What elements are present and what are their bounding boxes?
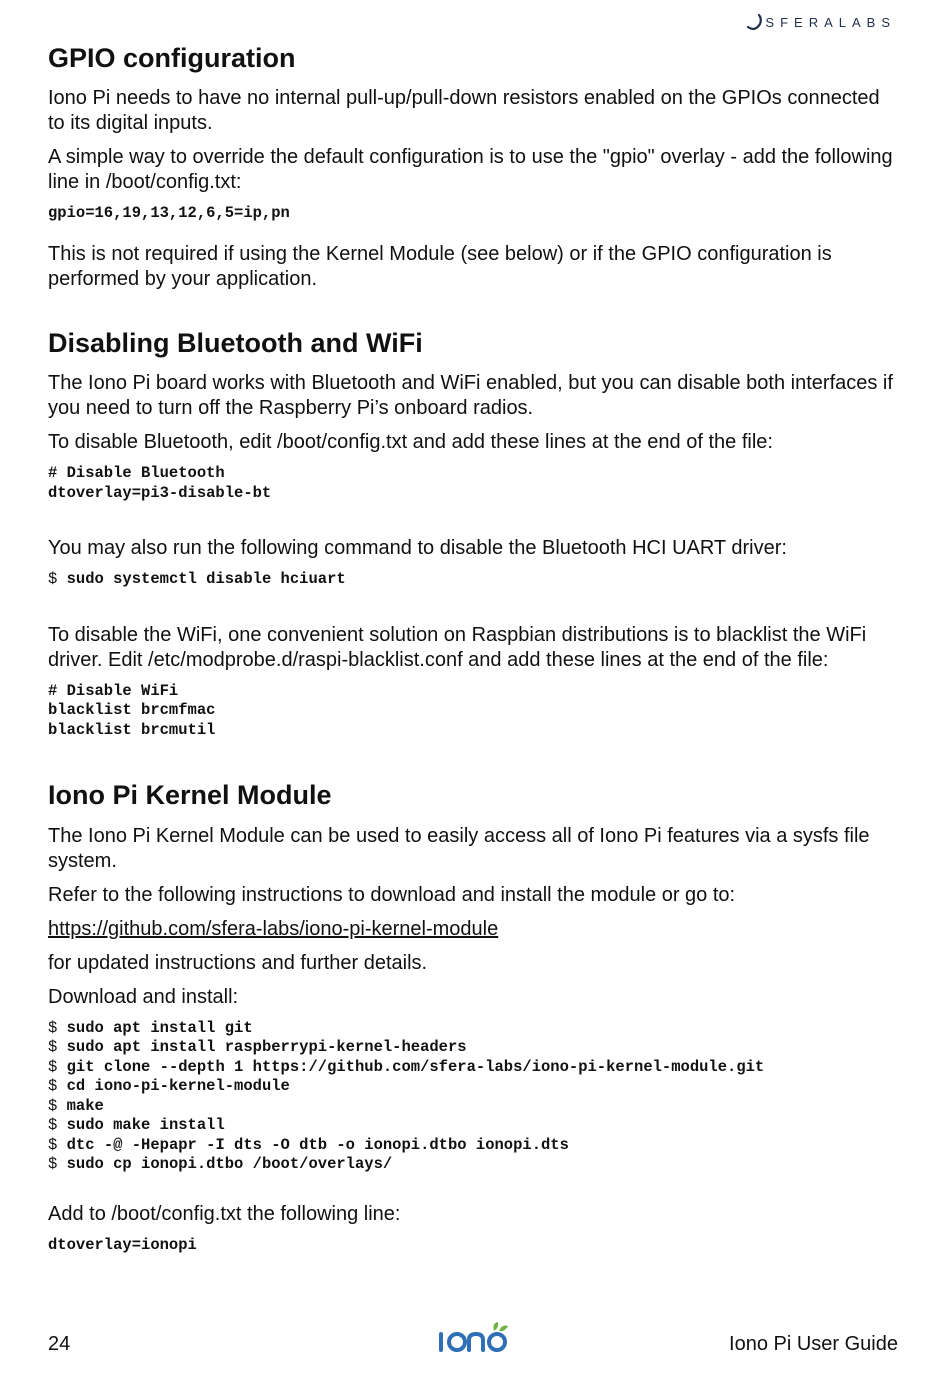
- gpio-paragraph-3: This is not required if using the Kernel Module (see below) or if the GPIO configuration is performed by your application.: [48, 242, 832, 290]
- iono-logo-icon: [436, 1320, 512, 1356]
- github-kernel-module-link[interactable]: https://github.com/sfera-labs/iono-pi-kernel-module: [48, 917, 499, 940]
- command-line: $ make: [48, 1096, 104, 1115]
- command-line: $ sudo make install: [48, 1116, 225, 1135]
- guide-title: Iono Pi User Guide: [729, 1333, 898, 1355]
- sferalabs-logo: [745, 12, 896, 32]
- bt-paragraph-2: To disable Bluetooth, edit /boot/config.txt and add these lines at the end of the file:: [48, 431, 773, 454]
- code-line: # Disable Bluetooth: [48, 464, 225, 483]
- sferalabs-swoosh-icon: [745, 12, 765, 32]
- kernel-paragraph-5: Add to /boot/config.txt the following line:: [48, 1202, 401, 1225]
- bt-paragraph-3: You may also run the following command to disable the Bluetooth HCI UART driver:: [48, 537, 787, 560]
- wifi-blacklist-code: [48, 682, 898, 741]
- kernel-paragraph-3: for updated instructions and further details.: [48, 951, 428, 974]
- heading-disabling-bluetooth-wifi: Disabling Bluetooth and WiFi: [48, 327, 423, 358]
- heading-gpio-configuration: GPIO configuration: [48, 43, 296, 73]
- gpio-code-line: gpio=16,19,13,12,6,5=ip,pn: [48, 204, 290, 223]
- hciuart-command: [48, 570, 898, 590]
- command-line: $ git clone --depth 1 https://github.com/sfera-labs/iono-pi-kernel-module.git: [48, 1057, 765, 1076]
- code-line: # Disable WiFi: [48, 681, 179, 700]
- bluetooth-config-code: [48, 464, 898, 503]
- command-line: $ cd iono-pi-kernel-module: [48, 1077, 290, 1096]
- code-line: blacklist brcmutil: [48, 720, 216, 739]
- bt-paragraph-1: The Iono Pi board works with Bluetooth and WiFi enabled, but you can disable both interfaces if you need to turn off the Raspberry Pi’s onboard radios.: [48, 372, 893, 420]
- sferalabs-brand-text: SFERALABS: [765, 14, 896, 30]
- page-number: 24: [48, 1333, 71, 1355]
- heading-kernel-module: Iono Pi Kernel Module: [48, 780, 332, 811]
- gpio-paragraph-2: A simple way to override the default configuration is to use the "gpio" overlay - add the following line in /boot/config.txt:: [48, 146, 893, 194]
- kernel-paragraph-1: The Iono Pi Kernel Module can be used to easily access all of Iono Pi features via a sysfs file system.: [48, 824, 870, 872]
- kernel-paragraph-4: Download and install:: [48, 985, 239, 1008]
- kernel-module-link-line: [48, 917, 898, 942]
- kernel-paragraph-2: Refer to the following instructions to download and install the module or go to:: [48, 883, 736, 906]
- command-line: $ sudo cp ionopi.dtbo /boot/overlays/: [48, 1155, 393, 1174]
- code-line: dtoverlay=pi3-disable-bt: [48, 483, 272, 502]
- page-footer: [48, 1330, 898, 1370]
- command-line: $ sudo apt install raspberrypi-kernel-headers: [48, 1038, 467, 1057]
- main-content: [48, 42, 898, 1268]
- command-text: sudo systemctl disable hciuart: [66, 570, 346, 589]
- command-line: $ dtc -@ -Hepapr -I dts -O dtb -o ionopi.dtbo ionopi.dts: [48, 1135, 569, 1154]
- dtoverlay-code: dtoverlay=ionopi: [48, 1235, 197, 1254]
- kernel-install-commands: [48, 1019, 898, 1175]
- code-line: blacklist brcmfmac: [48, 701, 216, 720]
- bt-paragraph-4: To disable the WiFi, one convenient solution on Raspbian distributions is to blacklist the WiFi driver. Edit /etc/modprobe.d/raspi-blacklist.conf and add these lines at the end of the file:: [48, 623, 867, 671]
- command-line: $ sudo apt install git: [48, 1018, 253, 1037]
- gpio-paragraph-1: Iono Pi needs to have no internal pull-up/pull-down resistors enabled on the GPIOs connected to its digital inputs.: [48, 87, 880, 135]
- shell-prompt: $: [48, 570, 58, 589]
